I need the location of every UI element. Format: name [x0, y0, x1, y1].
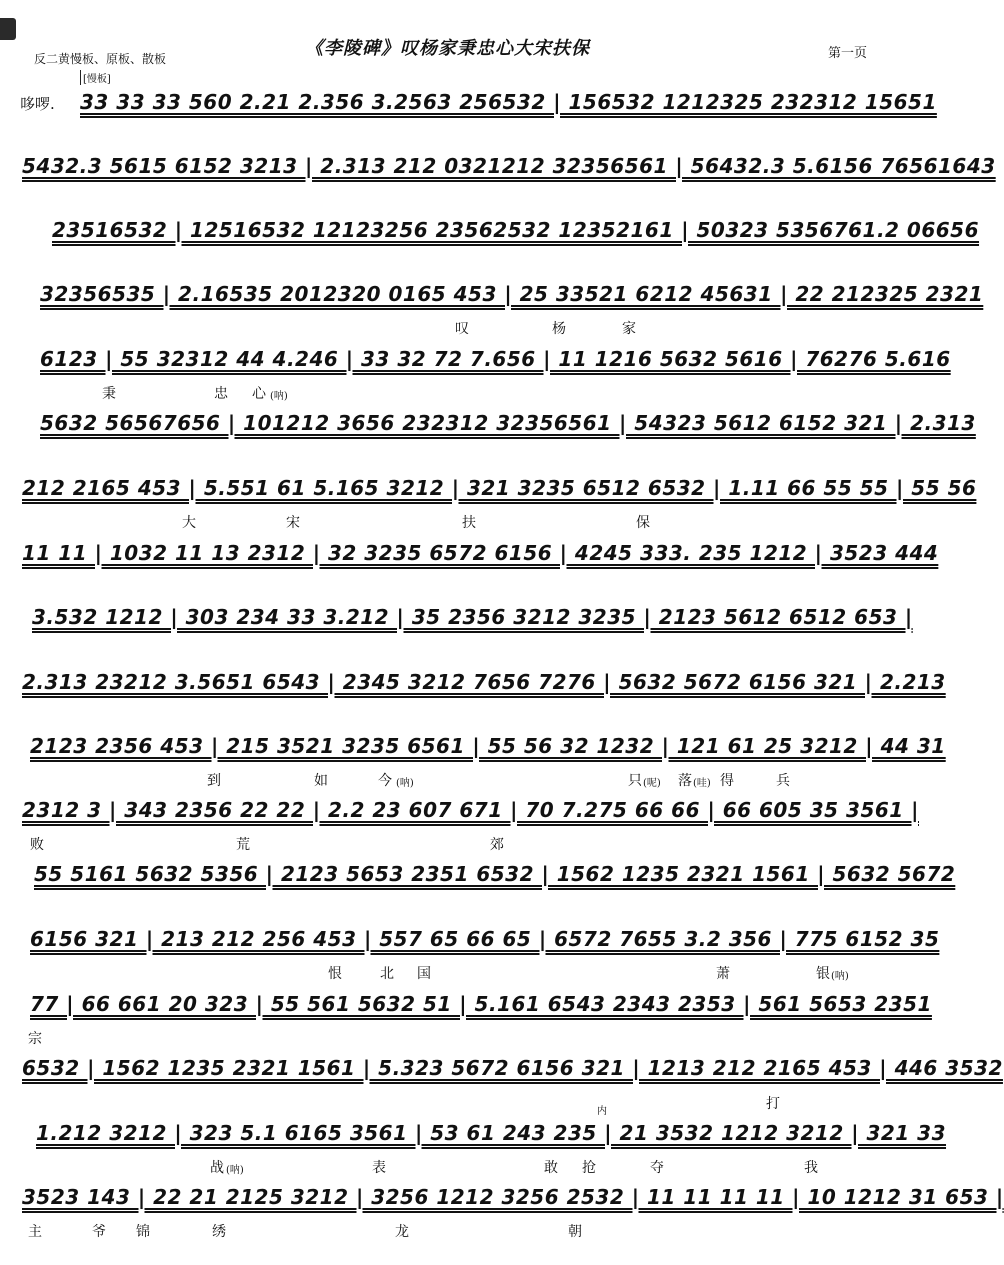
- lyric: 萧: [716, 966, 730, 982]
- lyric: 敢: [544, 1160, 558, 1176]
- lyric-interjection: (哇): [693, 778, 711, 789]
- lyric: 到: [207, 773, 221, 789]
- lyric: 银: [816, 966, 830, 982]
- lyric-interjection: (呐): [396, 778, 414, 789]
- notation-line-1: 33 33 33 560 2.21 2.356 3.2563 256532 | 156532 1212325 232312 15651: [80, 90, 937, 114]
- lyric: 如: [314, 773, 328, 789]
- notation-line-11: 2123 2356 453 | 215 3521 3235 6561 | 55 56 32 1232 | 121 61 25 3212 | 44 31: [30, 734, 946, 758]
- lyric: 夺: [650, 1160, 664, 1176]
- lyric: 忠: [214, 386, 228, 402]
- notation-line-8: 11 11 | 1032 11 13 2312 | 32 3235 6572 6156 | 4245 333. 235 1212 | 3523 444: [22, 541, 939, 565]
- lyric: 北: [380, 966, 394, 982]
- lyric: 郊: [490, 837, 504, 853]
- lyric-interjection: (呐): [226, 1165, 244, 1176]
- lyric-annotation: 内: [597, 1106, 607, 1117]
- lyric: 心: [252, 386, 266, 402]
- lyric: 大: [182, 515, 196, 531]
- lyric: 绣: [212, 1224, 226, 1240]
- notation-line-15: 77 | 66 661 20 323 | 55 561 5632 51 | 5.161 6543 2343 2353 | 561 5653 2351: [30, 992, 932, 1016]
- lyric: 龙: [395, 1224, 409, 1240]
- lyric: 锦: [136, 1224, 150, 1240]
- lyric: 国: [417, 966, 431, 982]
- intro-syllable: 哆啰.: [20, 95, 55, 113]
- lyric-interjection: (呢): [643, 778, 661, 789]
- lyric: 主: [28, 1224, 42, 1240]
- lyric: 朝: [568, 1224, 582, 1240]
- notation-line-14: 6156 321 | 213 212 256 453 | 557 65 66 65 | 6572 7655 3.2 356 | 775 6152 35: [30, 927, 940, 951]
- notation-line-16: 6532 | 1562 1235 2321 1561 | 5.323 5672 6156 321 | 1213 212 2165 453 | 446 3532: [22, 1056, 1003, 1080]
- lyric: 兵: [776, 773, 790, 789]
- lyric-interjection: (呐): [270, 391, 288, 402]
- lyric: 表: [372, 1160, 386, 1176]
- notation-line-12: 2312 3 | 343 2356 22 22 | 2.2 23 607 671 | 70 7.275 66 66 | 66 605 35 3561 |: [22, 798, 919, 822]
- lyric: 扶: [462, 515, 476, 531]
- notation-line-17: 1.212 3212 | 323 5.1 6165 3561 | 53 61 243 235 | 21 3532 1212 3212 | 321 33: [36, 1121, 947, 1145]
- lyric: 叹: [455, 321, 469, 337]
- tempo-subtitle: 反二黄慢板、原板、散板: [34, 52, 167, 66]
- lyric: 败: [30, 837, 44, 853]
- lyric: 杨: [552, 321, 566, 337]
- notation-line-13: 55 5161 5632 5356 | 2123 5653 2351 6532 | 1562 1235 2321 1561 | 5632 5672: [34, 862, 956, 886]
- page-number: 第一页: [827, 46, 867, 61]
- lyric: 得: [720, 773, 734, 789]
- lyric: 宋: [286, 515, 300, 531]
- lyric: 落: [678, 773, 692, 789]
- lyric-interjection: (呐): [831, 971, 849, 982]
- lyric: 打: [766, 1096, 780, 1112]
- lyric: 战: [210, 1160, 224, 1176]
- page-title: 《李陵碑》叹杨家秉忠心大宋扶保: [305, 38, 590, 59]
- notation-line-7: 212 2165 453 | 5.551 61 5.165 3212 | 321 3235 6512 6532 | 1.11 66 55 55 | 55 56: [22, 476, 977, 500]
- tempo-mark: [慢板]: [80, 70, 111, 85]
- lyric: 今: [378, 773, 392, 789]
- notation-line-5: 6123 | 55 32312 44 4.246 | 33 32 72 7.656 | 11 1216 5632 5616 | 76276 5.616: [40, 347, 951, 371]
- lyric: 我: [804, 1160, 818, 1176]
- notation-line-18: 3523 143 | 22 21 2125 3212 | 3256 1212 3256 2532 | 11 11 11 11 | 10 1212 31 653 |: [22, 1185, 1004, 1209]
- lyric: 秉: [102, 386, 116, 402]
- lyric: 家: [622, 321, 636, 337]
- lyric: 恨: [328, 966, 342, 982]
- notation-line-9: 3.532 1212 | 303 234 33 3.212 | 35 2356 3212 3235 | 2123 5612 6512 653 |: [32, 605, 913, 629]
- lyric: 宗: [28, 1031, 42, 1047]
- notation-line-6: 5632 56567656 | 101212 3656 232312 32356561 | 54323 5612 6152 321 | 2.313: [40, 411, 976, 435]
- notation-line-3: 23516532 | 12516532 12123256 23562532 12352161 | 50323 5356761.2 06656: [52, 218, 980, 242]
- notation-line-4: 32356535 | 2.16535 2012320 0165 453 | 25 33521 6212 45631 | 22 212325 2321: [40, 282, 984, 306]
- notation-line-2: 5432.3 5615 6152 3213 | 2.313 212 0321212 32356561 | 56432.3 5.6156 76561643: [22, 154, 996, 178]
- lyric: 抢: [582, 1160, 596, 1176]
- lyric: 荒: [236, 837, 250, 853]
- notation-line-10: 2.313 23212 3.5651 6543 | 2345 3212 7656 7276 | 5632 5672 6156 321 | 2.213: [22, 670, 946, 694]
- lyric: 只: [628, 773, 642, 789]
- lyric: 保: [636, 515, 650, 531]
- lyric: 爷: [92, 1224, 106, 1240]
